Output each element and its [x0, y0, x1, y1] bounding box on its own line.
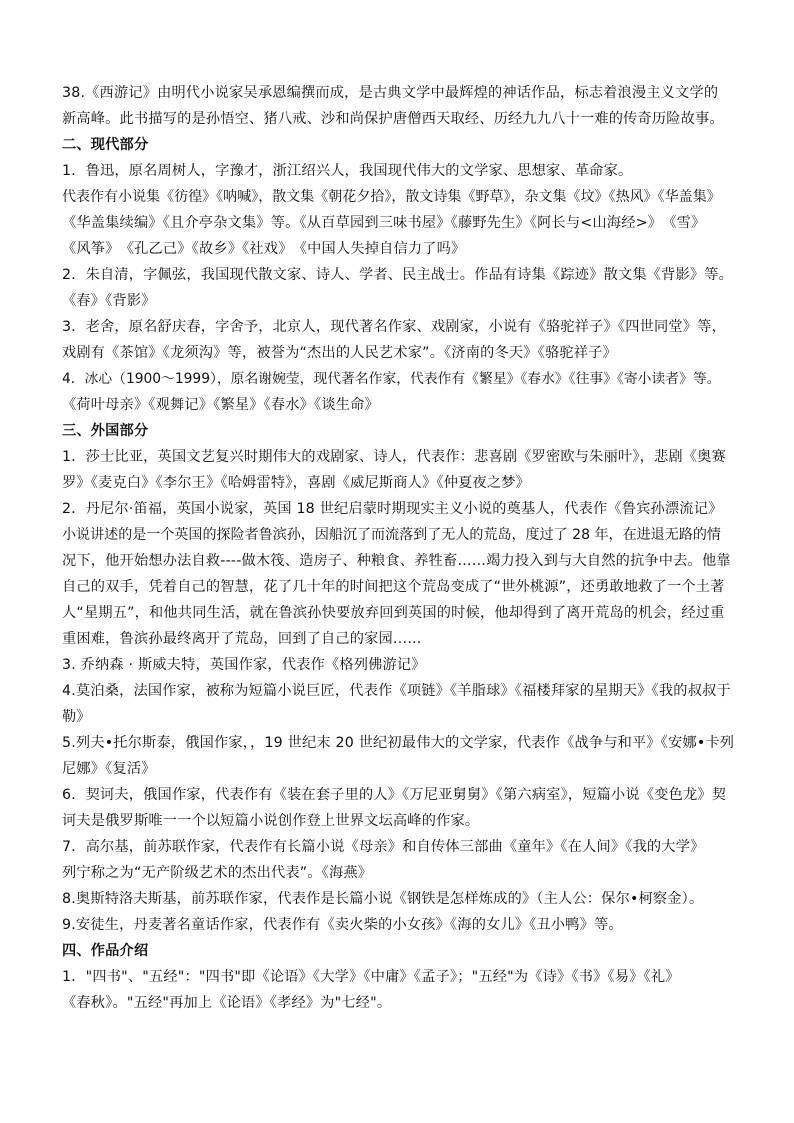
text-line-xiyouji-1: 38.《西游记》由明代小说家吴承恩编撰而成，是古典文学中最辉煌的神话作品，标志着浪漫主义文学的: [62, 85, 719, 101]
text-line-laoshe-2: 戏剧有《茶馆》《龙须沟》等，被誉为“杰出的人民艺术家”。《济南的冬天》《骆驼祥子》: [62, 345, 617, 361]
text-line-defoe-4: 自己的双手，凭着自己的智慧，花了几十年的时间把这个荒岛变成了“世外桃源”，还勇敢地救了一个土著: [62, 579, 725, 595]
text-line-chekhov-2: 诃夫是俄罗斯唯一一个以短篇小说创作登上世界文坛高峰的作家。: [62, 813, 480, 829]
text-line-classics-1: 1．"四书"、"五经"："四书"即《论语》《大学》《中庸》《孟子》；"五经"为《诗》《书》《易》《礼》: [62, 969, 680, 985]
text-line-classics-2: 《春秋》。"五经"再加上《论语》《孝经》为"七经"。: [62, 995, 392, 1011]
section-heading-modern: 二、现代部分: [62, 137, 149, 153]
text-line-shakespeare-1: 1．莎士比亚，英国文艺复兴时期伟大的戏剧家、诗人，代表作：悲喜剧《罗密欧与朱丽叶》，悲剧《奥赛: [62, 449, 726, 465]
text-line-gorky-1: 7．高尔基，前苏联作家，代表作有长篇小说《母亲》和自传体三部曲《童年》《在人间》《我的大学》: [62, 839, 705, 855]
text-line-tolstoy-2: 尼娜》《复活》: [62, 761, 156, 777]
text-line-shakespeare-2: 罗》《麦克白》《李尔王》《哈姆雷特》，喜剧《威尼斯商人》《仲夏夜之梦》: [62, 475, 531, 491]
text-line-defoe-2: 小说讲述的是一个英国的探险者鲁滨孙，因船沉了而流落到了无人的荒岛，度过了 28 年，在进退无路的情: [62, 527, 721, 543]
text-line-luxun-3: 《华盖集续编》《且介亭杂文集》等。《从百草园到三味书屋》《藤野先生》《阿长与<山海经>》 《雪》: [62, 215, 706, 231]
text-line-zhuziqing-1: 2．朱自清，字佩弦，我国现代散文家、诗人、学者、民主战士。作品有诗集《踪迹》散文集《背影》等。: [62, 267, 734, 283]
text-line-chekhov-1: 6．契诃夫，俄国作家，代表作有《装在套子里的人》《万尼亚舅舅》《第六病室》，短篇小说《变色龙》契: [62, 787, 727, 803]
section-heading-works: 四、作品介绍: [62, 943, 149, 959]
document-page: [62, 80, 734, 1016]
text-line-defoe-5: 人“星期五”，和他共同生活，就在鲁滨孙快要放弃回到英国的时候，他却得到了离开荒岛的机会，经过重: [62, 605, 725, 621]
text-line-bingxin-1: 4．冰心（1900～1999），原名谢婉莹，现代著名作家，代表作有《繁星》《春水》《往事》《寄小读者》等。: [62, 371, 721, 387]
text-line-tolstoy-1: 5.列夫•托尔斯泰，俄国作家，，19 世纪末 20 世纪初最伟大的文学家，代表作《战争与和平》《安娜•卡列: [62, 735, 735, 751]
text-line-xiyouji-2: 新高峰。此书描写的是孙悟空、猪八戒、沙和尚保护唐僧西天取经、历经九九八十一难的传奇历险故事。: [62, 111, 724, 127]
text-line-maupassant-1: 4.莫泊桑，法国作家，被称为短篇小说巨匠，代表作《项链》《羊脂球》《福楼拜家的星期天》《我的叔叔于: [62, 683, 731, 699]
text-line-luxun-2: 代表作有小说集《彷徨》《呐喊》，散文集《朝花夕拾》，散文诗集《野草》，杂文集《坟》《热风》《华盖集》: [62, 189, 721, 205]
text-line-bingxin-2: 《荷叶母亲》《观舞记》《繁星》《春水》《谈生命》: [62, 397, 379, 413]
text-line-ostrovsky: 8.奥斯特洛夫斯基，前苏联作家，代表作是长篇小说《钢铁是怎样炼成的》（主人公：保尔•柯察金）。: [62, 891, 704, 907]
text-line-laoshe-1: 3．老舍，原名舒庆春，字舍予，北京人，现代著名作家、戏剧家，小说有《骆驼祥子》《四世同堂》等，: [62, 319, 726, 335]
text-line-luxun-1: 1．鲁迅，原名周树人，字豫才，浙江绍兴人，我国现代伟大的文学家、思想家、革命家。: [62, 163, 633, 179]
text-line-andersen: 9.安徒生，丹麦著名童话作家，代表作有《卖火柴的小女孩》《海的女儿》《丑小鸭》等。: [62, 917, 623, 933]
text-line-defoe-6: 重困难，鲁滨孙最终离开了荒岛，回到了自己的家园……: [62, 631, 422, 647]
text-line-swift: 3. 乔纳森 · 斯威夫特，英国作家，代表作《格列佛游记》: [62, 657, 426, 673]
section-heading-foreign: 三、外国部分: [62, 423, 149, 439]
text-line-maupassant-2: 勒》: [62, 709, 91, 725]
text-line-luxun-4: 《风筝》 《孔乙己》《故乡》《社戏》 《中国人失掉自信力了吗》: [62, 241, 466, 257]
text-line-zhuziqing-2: 《春》《背影》: [62, 293, 156, 309]
text-line-defoe-1: 2．丹尼尔·笛福，英国小说家，英国 18 世纪启蒙时期现实主义小说的奠基人，代表作《鲁宾孙漂流记》: [62, 501, 723, 517]
text-line-gorky-2: 列宁称之为“无产阶级艺术的杰出代表”。《海燕》: [62, 865, 373, 881]
text-line-defoe-3: 况下，他开始想办法自救----做木筏、造房子、种粮食、养牲畜……竭力投入到与大自然的抗争中去。他靠: [62, 553, 731, 569]
